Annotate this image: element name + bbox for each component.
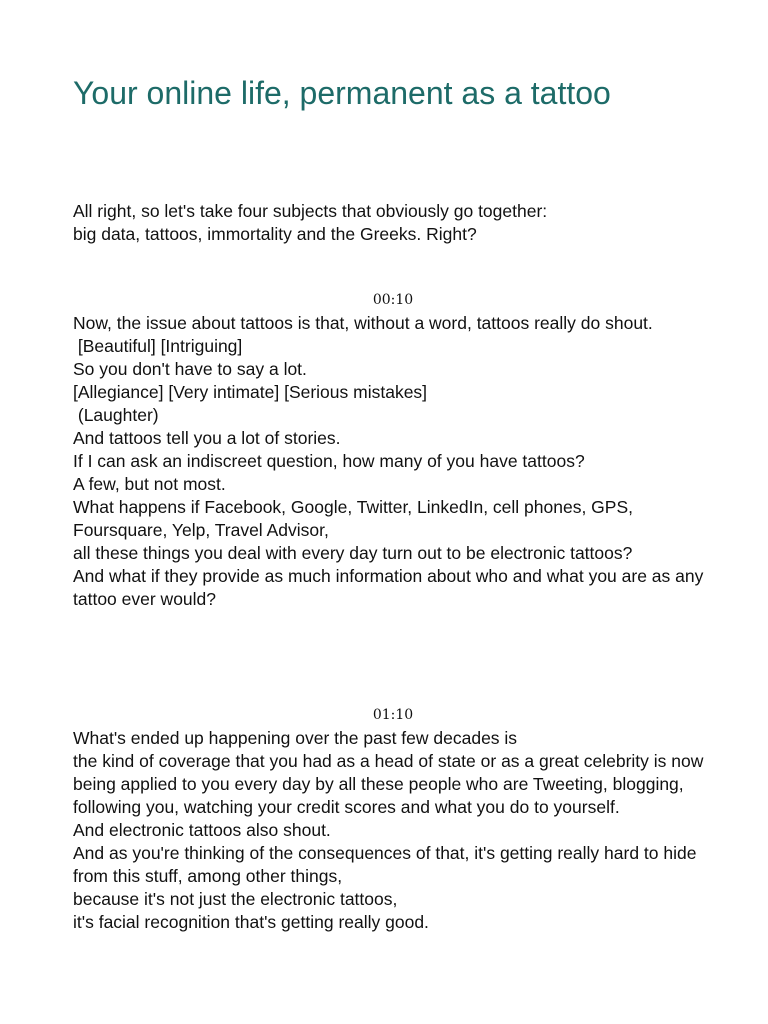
transcript-line: And what if they provide as much information about who and what you are as any tattoo ever would? — [73, 566, 709, 609]
page-title: Your online life, permanent as a tattoo — [73, 75, 611, 111]
transcript-line: [Beautiful] [Intriguing] — [73, 336, 243, 356]
transcript-line: the kind of coverage that you had as a head of state or as a great celebrity is now being applied to you every day by all these people who are Tweeting, blogging, following you, watching your credit scores and what you do to yourself. — [73, 751, 709, 817]
transcript-line: Now, the issue about tattoos is that, without a word, tattoos really do shout. — [73, 313, 653, 333]
transcript-line: And electronic tattoos also shout. — [73, 820, 331, 840]
transcript-line: all these things you deal with every day turn out to be electronic tattoos? — [73, 543, 633, 563]
transcript-line: because it's not just the electronic tattoos, — [73, 889, 398, 909]
intro-paragraph — [73, 200, 713, 246]
transcript-line: it's facial recognition that's getting really good. — [73, 912, 429, 932]
transcript-line: So you don't have to say a lot. — [73, 359, 307, 379]
transcript-line: And as you're thinking of the consequences of that, it's getting really hard to hide from this stuff, among other things, — [73, 843, 702, 886]
intro-line: big data, tattoos, immortality and the Greeks. Right? — [73, 224, 477, 244]
transcript-line: [Allegiance] [Very intimate] [Serious mistakes] — [73, 382, 428, 402]
transcript-line: If I can ask an indiscreet question, how many of you have tattoos? — [73, 451, 585, 471]
transcript-line: What's ended up happening over the past few decades is — [73, 728, 518, 748]
timestamp: 00:10 — [372, 292, 414, 308]
transcript-line: (Laughter) — [73, 405, 159, 425]
timestamp: 01:10 — [372, 707, 414, 723]
intro-line: All right, so let's take four subjects that obviously go together: — [73, 201, 548, 221]
transcript-section — [73, 705, 713, 934]
transcript-line: And tattoos tell you a lot of stories. — [73, 428, 341, 448]
transcript-line: A few, but not most. — [73, 474, 226, 494]
transcript-line: What happens if Facebook, Google, Twitter, LinkedIn, cell phones, GPS, Foursquare, Yelp, Travel Advisor, — [73, 497, 638, 540]
transcript-section — [73, 290, 713, 611]
